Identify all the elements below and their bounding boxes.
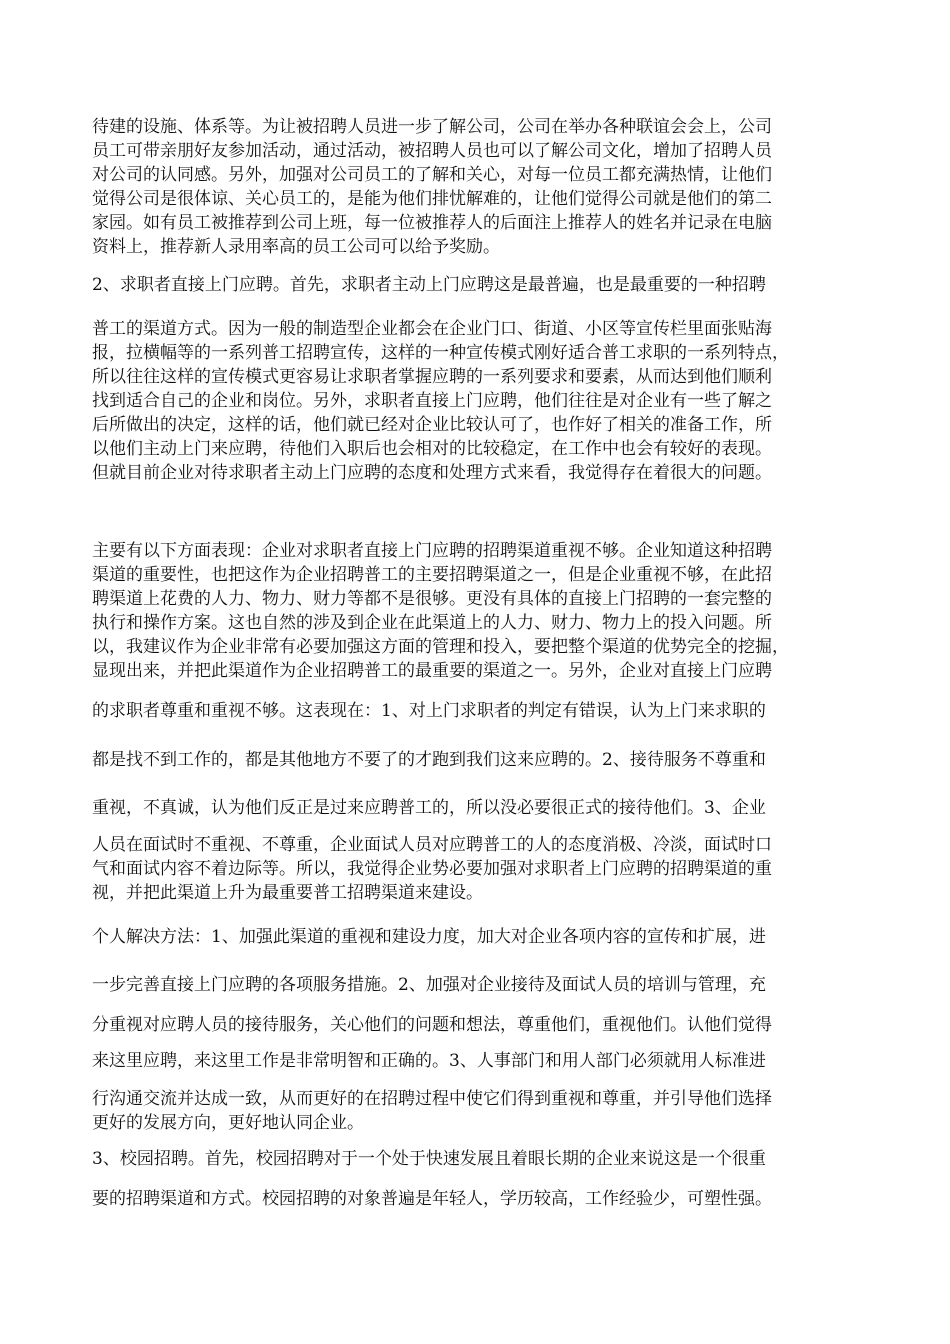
text-line: 以，我建议作为企业非常有必要加强这方面的管理和投入，要把整个渠道的优势完全的挖掘， bbox=[92, 637, 789, 657]
text-line: 渠道的重要性，也把这作为企业招聘普工的主要招聘渠道之一，但是企业重视不够，在此招 bbox=[92, 565, 772, 585]
text-line: 来这里应聘，来这里工作是非常明智和正确的。3、人事部门和用人部门必须就用人标准进 bbox=[92, 1051, 766, 1071]
text-line: 待建的设施、体系等。为让被招聘人员进一步了解公司，公司在举办各种联谊会会上，公司 bbox=[92, 117, 772, 137]
text-line: 更好的发展方向，更好地认同企业。 bbox=[92, 1113, 364, 1133]
text-line: 气和面试内容不着边际等。所以，我觉得企业势必要加强对求职者上门应聘的招聘渠道的重 bbox=[92, 859, 772, 879]
text-line: 视，并把此渠道上升为最重要普工招聘渠道来建设。 bbox=[92, 883, 483, 903]
text-line: 找到适合自己的企业和岗位。另外，求职者直接上门应聘，他们往往是对企业有一些了解之 bbox=[92, 391, 772, 411]
text-line: 资料上，推荐新人录用率高的员工公司可以给予奖励。 bbox=[92, 237, 500, 257]
text-line: 个人解决方法：1、加强此渠道的重视和建设力度，加大对企业各项内容的宣传和扩展，进 bbox=[92, 927, 766, 947]
text-line: 都是找不到工作的，都是其他地方不要了的才跑到我们这来应聘的。2、接待服务不尊重和 bbox=[92, 750, 766, 770]
text-line: 对公司的认同感。另外，加强对公司员工的了解和关心，对每一位员工都充满热情，让他们 bbox=[92, 165, 772, 185]
text-line: 报，拉横幅等的一系列普工招聘宣传，这样的一种宣传模式刚好适合普工求职的一系列特点， bbox=[92, 343, 789, 363]
text-line: 聘渠道上花费的人力、物力、财力等都不是很够。更没有具体的直接上门招聘的一套完整的 bbox=[92, 589, 772, 609]
text-line: 行沟通交流并达成一致，从而更好的在招聘过程中使它们得到重视和尊重，并引导他们选择 bbox=[92, 1089, 772, 1109]
text-line: 的求职者尊重和重视不够。这表现在：1、对上门求职者的判定有错误，认为上门来求职的 bbox=[92, 701, 766, 721]
text-line: 但就目前企业对待求职者主动上门应聘的态度和处理方式来看，我觉得存在着很大的问题。 bbox=[92, 463, 772, 483]
text-line: 要的招聘渠道和方式。校园招聘的对象普遍是年轻人，学历较高，工作经验少，可塑性强。 bbox=[92, 1189, 772, 1209]
text-line: 主要有以下方面表现：企业对求职者直接上门应聘的招聘渠道重视不够。企业知道这种招聘 bbox=[92, 541, 772, 561]
text-line: 3、校园招聘。首先，校园招聘对于一个处于快速发展且着眼长期的企业来说这是一个很重 bbox=[92, 1149, 766, 1169]
text-line: 显现出来，并把此渠道作为企业招聘普工的最重要的渠道之一。另外，企业对直接上门应聘 bbox=[92, 661, 772, 681]
text-line: 所以往往这样的宣传模式更容易让求职者掌握应聘的一系列要求和要素，从而达到他们顺利 bbox=[92, 367, 772, 387]
text-line: 重视，不真诚，认为他们反正是过来应聘普工的，所以没必要很正式的接待他们。3、企业 bbox=[92, 798, 766, 818]
text-line: 家园。如有员工被推荐到公司上班，每一位被推荐人的后面注上推荐人的姓名并记录在电脑 bbox=[92, 213, 772, 233]
text-line: 分重视对应聘人员的接待服务，关心他们的问题和想法，尊重他们，重视他们。认他们觉得 bbox=[92, 1015, 772, 1035]
text-line: 人员在面试时不重视、不尊重，企业面试人员对应聘普工的人的态度消极、冷淡，面试时口 bbox=[92, 835, 772, 855]
text-line: 2、求职者直接上门应聘。首先，求职者主动上门应聘这是最普遍，也是最重要的一种招聘 bbox=[92, 275, 766, 295]
text-line: 执行和操作方案。这也自然的涉及到企业在此渠道上的人力、财力、物力上的投入问题。所 bbox=[92, 613, 772, 633]
text-line: 普工的渠道方式。因为一般的制造型企业都会在企业门口、街道、小区等宣传栏里面张贴海 bbox=[92, 319, 772, 339]
text-line: 觉得公司是很体谅、关心员工的，是能为他们排忧解难的，让他们觉得公司就是他们的第二 bbox=[92, 189, 772, 209]
text-line: 一步完善直接上门应聘的各项服务措施。2、加强对企业接待及面试人员的培训与管理，充 bbox=[92, 975, 766, 995]
text-line: 员工可带亲朋好友参加活动，通过活动，被招聘人员也可以了解公司文化，增加了招聘人员 bbox=[92, 141, 772, 161]
text-line: 以他们主动上门来应聘，待他们入职后也会相对的比较稳定，在工作中也会有较好的表现。 bbox=[92, 439, 772, 459]
text-line: 后所做出的决定，这样的话，他们就已经对企业比较认可了，也作好了相关的准备工作，所 bbox=[92, 415, 772, 435]
